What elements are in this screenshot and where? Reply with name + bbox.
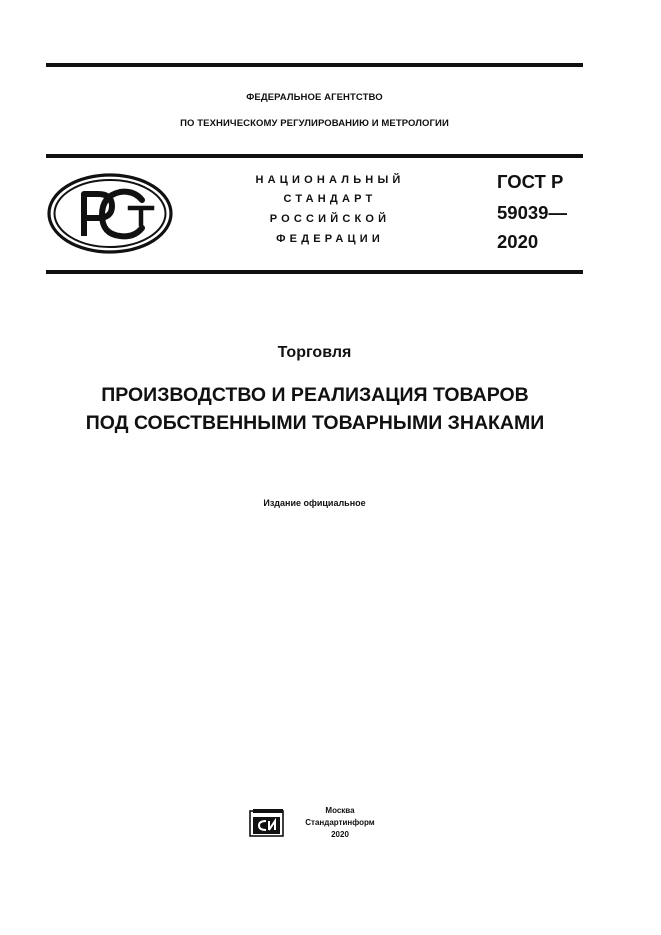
agency-line-1: ФЕДЕРАЛЬНОЕ АГЕНТСТВО [246,92,383,103]
middle-rule [46,154,583,158]
standard-line-4: ФЕДЕРАЦИИ [276,233,384,245]
standartinform-logo-icon [249,808,285,838]
document-title-line-1: ПРОИЗВОДСТВО И РЕАЛИЗАЦИЯ ТОВАРОВ [101,384,529,406]
standard-line-2: СТАНДАРТ [283,193,377,205]
gost-designation-line-2: 59039— [497,202,567,223]
publisher-year: 2020 [331,830,349,839]
bottom-rule [46,270,583,274]
top-rule [46,63,583,67]
edition-label: Издание официальное [263,498,366,508]
rst-logo-icon [46,172,174,255]
publisher-city: Москва [325,806,355,815]
standard-line-1: НАЦИОНАЛЬНЫЙ [255,174,405,186]
gost-designation-line-3: 2020 [497,231,539,252]
agency-line-2: ПО ТЕХНИЧЕСКОМУ РЕГУЛИРОВАНИЮ И МЕТРОЛОГИИ [180,118,449,129]
document-title-line-2: ПОД СОБСТВЕННЫМИ ТОВАРНЫМИ ЗНАКАМИ [85,412,545,434]
standard-line-3: РОССИЙСКОЙ [269,213,391,225]
gost-designation-line-1: ГОСТ Р [497,171,564,192]
document-subject: Торговля [277,344,352,361]
publisher-name: Стандартинформ [305,818,375,827]
